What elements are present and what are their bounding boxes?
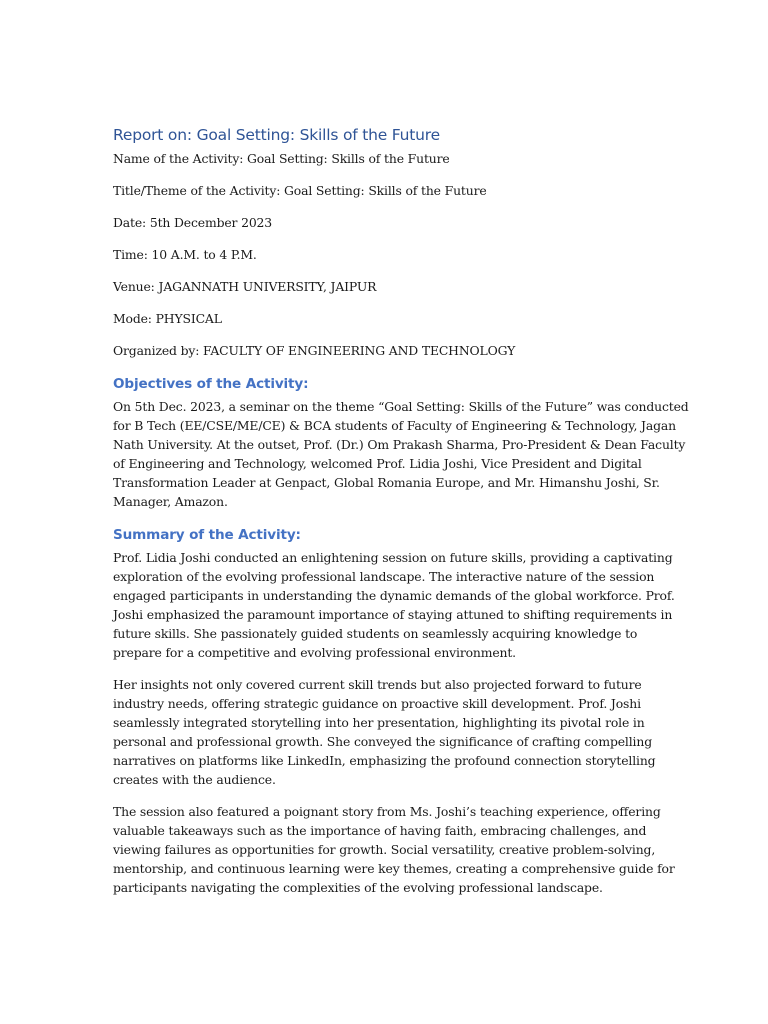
field-date: Date: 5th December 2023 <box>113 215 273 230</box>
summary-line: personal and professional growth. She conveyed the significance of crafting compelling <box>113 734 652 749</box>
report-title: Report on: Goal Setting: Skills of the Future <box>113 126 440 144</box>
summary-line: valuable takeaways such as the importance of having faith, embracing challenges, and <box>113 823 647 838</box>
summary-line: Prof. Lidia Joshi conducted an enlightening session on future skills, providing a captivating <box>113 550 673 565</box>
document-page <box>113 124 689 910</box>
summary-line: engaged participants in understanding the dynamic demands of the global workforce. Prof. <box>113 588 675 603</box>
summary-paragraph-3 <box>113 802 675 897</box>
summary-paragraph-2 <box>113 675 663 789</box>
summary-line: exploration of the evolving professional landscape. The interactive nature of the session <box>113 569 655 584</box>
summary-line: viewing failures as opportunities for growth. Social versatility, creative problem-solving, <box>113 842 656 857</box>
objectives-line: Transformation Leader at Genpact, Global Romania Europe, and Mr. Himanshu Joshi, Sr. <box>113 475 660 490</box>
summary-line: seamlessly integrated storytelling into her presentation, highlighting its pivotal role in <box>113 715 645 730</box>
field-organizer: Organized by: FACULTY OF ENGINEERING AND TECHNOLOGY <box>113 343 516 358</box>
objectives-line: Nath University. At the outset, Prof. (Dr.) Om Prakash Sharma, Pro-President & Dean Faculty <box>113 437 686 452</box>
field-time: Time: 10 A.M. to 4 P.M. <box>113 247 257 262</box>
field-activity-name: Name of the Activity: Goal Setting: Skills of the Future <box>113 151 450 166</box>
objectives-line: Manager, Amazon. <box>113 494 228 509</box>
summary-line: industry needs, offering strategic guidance on proactive skill development. Prof. Joshi <box>113 696 641 711</box>
field-venue: Venue: JAGANNATH UNIVERSITY, JAIPUR <box>113 279 377 294</box>
summary-line: participants navigating the complexities of the evolving professional landscape. <box>113 880 603 895</box>
objectives-paragraph <box>113 397 689 511</box>
objectives-heading: Objectives of the Activity: <box>113 376 309 392</box>
summary-line: The session also featured a poignant story from Ms. Joshi’s teaching experience, offering <box>113 804 661 819</box>
objectives-line: On 5th Dec. 2023, a seminar on the theme “Goal Setting: Skills of the Future” was conducted <box>113 399 689 414</box>
summary-line: creates with the audience. <box>113 772 276 787</box>
summary-line: narratives on platforms like LinkedIn, emphasizing the profound connection storytelling <box>113 753 656 768</box>
field-theme: Title/Theme of the Activity: Goal Setting: Skills of the Future <box>113 183 487 198</box>
field-mode: Mode: PHYSICAL <box>113 311 222 326</box>
summary-line: prepare for a competitive and evolving professional environment. <box>113 645 516 660</box>
objectives-line: for B Tech (EE/CSE/ME/CE) & BCA students of Faculty of Engineering & Technology, Jagan <box>113 418 676 433</box>
objectives-line: of Engineering and Technology, welcomed Prof. Lidia Joshi, Vice President and Digital <box>113 456 642 471</box>
summary-line: mentorship, and continuous learning were key themes, creating a comprehensive guide for <box>113 861 675 876</box>
summary-line: Joshi emphasized the paramount importance of staying attuned to shifting requirements in <box>113 607 673 622</box>
summary-line: Her insights not only covered current skill trends but also projected forward to future <box>113 677 642 692</box>
summary-paragraph-1 <box>113 548 675 662</box>
summary-heading: Summary of the Activity: <box>113 527 301 543</box>
summary-line: future skills. She passionately guided students on seamlessly acquiring knowledge to <box>113 626 638 641</box>
